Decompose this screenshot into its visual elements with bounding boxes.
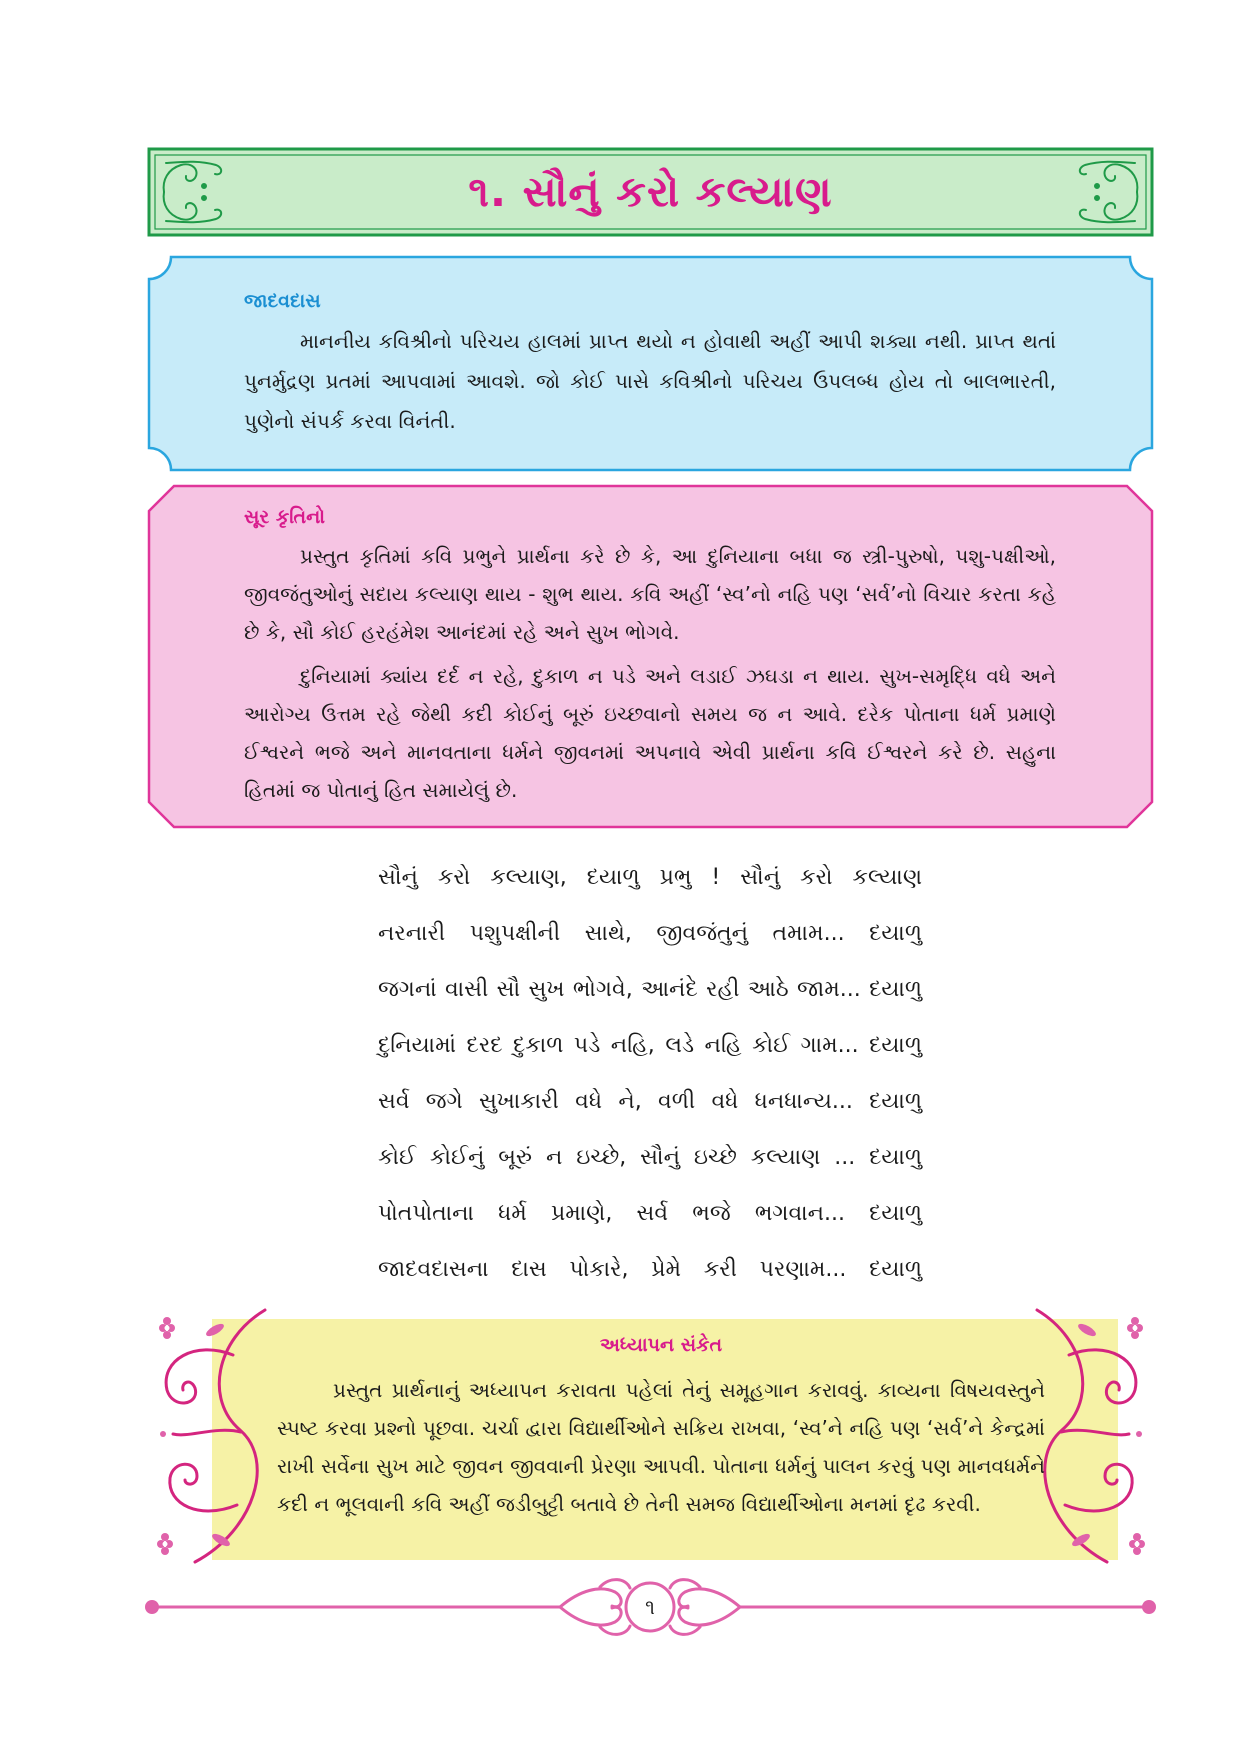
- intro-paragraph: દુનિયામાં ક્યાંય દર્દ ન રહે, દુકાળ ન પડે અને લડાઈ ઝઘડા ન થાય. સુખ-સમૃદ્ધિ વધે અને આરોગ્ય ઉત્તમ રહે જેથી કદી કોઈનું બૂરું ઇચ્છવાનો સમય જ ન આવે. દરેક પોતાના ધર્મ પ્રમાણે ઈશ્વરને ભજે અને માનવતાના ધર્મને જીવનમાં અપનાવે એવી પ્રાર્થના કવિ ઈશ્વરને કરે છે. સહુના હિતમાં જ પોતાનું હિત સમાયેલું છે.: [244, 664, 1056, 802]
- scroll-right-icon: [670, 1580, 740, 1635]
- intro-heading: સૂર કૃતિનો: [244, 506, 326, 528]
- intro-text: [244, 537, 1056, 809]
- page-title: ૧. સૌનું કરો કલ્યાણ: [468, 167, 833, 216]
- poem-line: જાદવદાસના દાસ પોકારે, પ્રેમે કરી પરણામ... દયાળુ: [378, 1257, 922, 1282]
- poem-line: જગનાં વાસી સૌ સુખ ભોગવે, આનંદે રહી આઠે જામ... દયાળુ: [378, 977, 922, 1002]
- poem-line: પોતપોતાના ધર્મ પ્રમાણે, સર્વ ભજે ભગવાન... દયાળુ: [378, 1201, 922, 1226]
- poem-line: કોઈ કોઈનું બૂરું ન ઇચ્છે, સૌનું ઇચ્છે કલ્યાણ ... દયાળુ: [378, 1145, 922, 1170]
- scroll-left-icon: [560, 1580, 630, 1635]
- poem-line: દુનિયામાં દરદ દુકાળ પડે નહિ, લડે નહિ કોઈ ગામ... દયાળુ: [378, 1033, 922, 1058]
- intro-paragraph: પ્રસ્તુત કૃતિમાં કવિ પ્રભુને પ્રાર્થના કરે છે કે, આ દુનિયાના બધા જ સ્ત્રી-પુરુષો, પશુ-પક્ષીઓ, જીવજંતુઓનું સદાય કલ્યાણ થાય - શુભ થાય. કવિ અહીં ‘સ્વ’નો નહિ પણ ‘સર્વ’નો વિચાર કરતા કહે છે કે, સૌ કોઈ હરહંમેશ આનંદમાં રહે અને સુખ ભોગવે.: [244, 544, 1056, 644]
- poem-line: નરનારી પશુપક્ષીની સાથે, જીવજંતુનું તમામ... દયાળુ: [378, 921, 922, 946]
- poet-heading: જાદવદાસ: [244, 290, 321, 312]
- teaching-heading: અધ્યાપન સંકેત: [599, 1334, 723, 1356]
- poem-line: સૌનું કરો કલ્યાણ, દયાળુ પ્રભુ ! સૌનું કરો કલ્યાણ: [378, 865, 922, 890]
- poem: [378, 850, 922, 1298]
- poet-paragraph: માનનીય કવિશ્રીનો પરિચય હાલમાં પ્રાપ્ત થયો ન હોવાથી અહીં આપી શક્યા નથી. પ્રાપ્ત થતાં પુનર્મુદ્રણ પ્રતમાં આપવામાં આવશે. જો કોઈ પાસે કવિશ્રીનો પરિચય ઉપલબ્ધ હોય તો બાલભારતી, પુણેનો સંપર્ક કરવા વિનંતી.: [244, 329, 1056, 433]
- teaching-text: [277, 1371, 1045, 1523]
- poem-line: સર્વ જગે સુખાકારી વધે ને, વળી વધે ધનધાન્ય... દયાળુ: [378, 1089, 922, 1114]
- poet-info-text: [244, 321, 1056, 441]
- page-number: ૧: [645, 1595, 655, 1619]
- teaching-paragraph: પ્રસ્તુત પ્રાર્થનાનું અધ્યાપન કરાવતા પહેલાં તેનું સમૂહગાન કરાવવું. કાવ્યના વિષયવસ્તુને સ્પષ્ટ કરવા પ્રશ્નો પૂછવા. ચર્ચા દ્વારા વિદ્યાર્થીઓને સક્રિય રાખવા, ‘સ્વ’ને નહિ પણ ‘સર્વ’ને કેન્દ્રમાં રાખી સર્વેના સુખ માટે જીવન જીવવાની પ્રેરણા આપવી. પોતાના ધર્મનું પાલન કરવું પણ માનવધર્મને કદી ન ભૂલવાની કવિ અહીં જડીબુટ્ટી બતાવે છે તેની સમજ વિદ્યાર્થીઓના મનમાં દૃઢ કરવી.: [277, 1378, 1045, 1516]
